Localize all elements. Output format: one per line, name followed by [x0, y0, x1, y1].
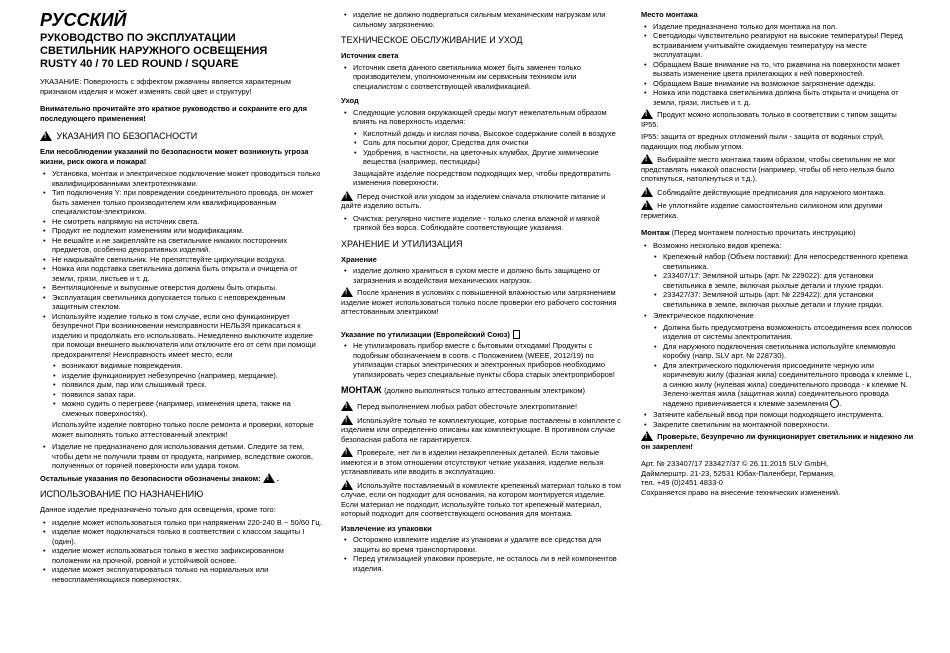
care-warning: ! Перед очисткой или уходом за изделием сначала отключите питание и дайте изделию остыть. — [341, 191, 623, 211]
warning-icon — [341, 191, 353, 201]
warning-icon — [641, 154, 653, 164]
list-item: • Осторожно извлеките изделие из упаковки и удалите все средства для защиты во время транспортировки. — [353, 535, 623, 554]
elec-sublist — [641, 323, 916, 409]
list-item: • Вентиляционные и выпускные отверстия должны быть открыты. — [52, 283, 323, 293]
list-item: • Не утилизировать прибор вместе с бытовыми отходами! Продукты с подобным обозначением в соотв. с Положением (WEEE, 2012/19) по утилизации старых электрических и электронных приборов необходимо утилизировать через специальные пункты сбора старых электроприборов! — [353, 341, 623, 379]
list-item: • можно судить о перегреве (например, изменения цвета, также на смежных поверхностях). — [62, 399, 323, 418]
list-item: • возникают видимые повреждения. — [62, 361, 323, 371]
disposal-list — [341, 341, 623, 379]
warning-icon — [40, 131, 52, 141]
list-item: • 233427/37: Земляной штырь (арт. № 229422): для установки светильника в земле, включая рыхлые детали и глухие грядки. — [663, 290, 916, 309]
care-sublist — [341, 129, 623, 167]
mount-warning: ! Используйте только те комплектующие, которые поставлены в комплекте с изделием или определенно описаны как комплектующие. В противном случае безопасная работа не гарантируется. — [341, 415, 623, 445]
usage-intro: Данное изделие предназначено только для освещения, кроме того: — [40, 505, 276, 514]
storage-list — [341, 266, 623, 285]
children-list — [40, 442, 323, 471]
list-item: • Не вешайте и не закрепляйте на светильнике никаких посторонних предметов, особенно декоративных изделий. — [52, 236, 323, 255]
list-item: • Тип подключения Y: при повреждении соединительного провода, он может быть заменен только производителем или квалифицированным специалистом-электриком. — [52, 188, 323, 217]
list-item: • Должна быть предусмотрена возможность отсоединения всех полюсов изделия от системы электропитания. — [663, 323, 916, 342]
place-warning: ! Выбирайте место монтажа таким образом, чтобы светильник не мог представлять никакой опасности (например, чтобы об него нельзя было споткнуться, натолкнуться и т.д.). — [641, 154, 916, 184]
ip-line: IP55: защита от вредных отложений пыли - защита от водяных струй, падающих под любым углом. — [641, 132, 885, 151]
list-item: • Следующие условия окружающей среды могут нежелательным образом влиять на поверхность изделия: — [353, 108, 623, 127]
list-item: • изделие может использоваться только в жестко зафиксированном положении на прочной, ровной и устойчивой основе. — [52, 546, 323, 565]
list-item: • Источник света данного светильника может быть заменен только производителем, уполномоченным им сервисным техником или специалистом с соответствующей квалификацией. — [353, 63, 623, 92]
document-title — [40, 32, 323, 71]
safety-heading: ! УКАЗАНИЯ ПО БЕЗОПАСНОСТИ — [40, 131, 323, 142]
list-item: • Изделие предназначено только для монтажа на пол. — [653, 22, 916, 32]
list-item: • Обращаем Ваше внимание на то, что ржавчина на поверхности может вызвать изменение цвета прилегающих к ней поверхностей. — [653, 60, 916, 79]
list-item: • появился дым, пар или слышимый треск. — [62, 380, 323, 390]
list-item: • Электрическое подключение — [653, 311, 916, 321]
light-source-list — [341, 63, 623, 92]
list-item: • Возможно несколько видов крепежа: — [653, 241, 916, 251]
list-item: • Перед утилизацией упаковки проверьте, не осталось ли в ней компонентов изделия. — [353, 554, 623, 573]
care-title: Уход — [341, 96, 359, 105]
warning-icon — [641, 187, 653, 197]
list-item: • изделие должно храниться в сухом месте и должно быть защищено от загрязнения и воздействия механических нагрузок. — [353, 266, 623, 285]
final-warning: ! Проверьте, безупречно ли функционирует светильник и надежно ли он закреплен! — [641, 431, 916, 451]
storage-warning: ! После хранения в условиях с повышенной влажностью или загрязнением изделие может использоваться только после проверки его рабочего состояния аттестованным электриком! — [341, 287, 623, 317]
list-item: • Не накрывайте светильник. Не препятствуйте циркуляции воздуха. — [52, 255, 323, 265]
other-safety: Остальные указания по безопасности обозначены знаком: ! . — [40, 473, 323, 484]
list-item: • Эксплуатация светильника допускается только с неповрежденным защитным стеклом. — [52, 293, 323, 312]
disposal-title: Указание по утилизации (Европейский Союз) — [341, 330, 623, 340]
unpack-list — [341, 535, 623, 573]
warning-icon — [641, 431, 653, 441]
list-item: • Удобрения, в частности, на цветочных клумбах, Другие химические вещества (например, пестициды) — [363, 148, 623, 167]
place-warning: ! Соблюдайте действующие предписания для наружного монтажа. — [641, 187, 916, 198]
usage-list-cont — [341, 10, 623, 29]
title-line: РУКОВОДСТВО ПО ЭКСПЛУАТАЦИИ — [40, 32, 236, 44]
footer-line: тел. +49 (0)2451 4833-0 — [641, 478, 723, 487]
mount-list — [641, 241, 916, 251]
read-note: Внимательно прочитайте это краткое руководство и сохраните его для последующего применения! — [40, 104, 307, 123]
list-item: • изделие не должно подвергаться сильным механическим нагрузкам или сильному загрязнению. — [353, 10, 623, 29]
footer — [641, 459, 916, 497]
place-warning: ! Не уплотняйте изделие самостоятельно силиконом или другими герметика. — [641, 200, 916, 220]
safety-intro: Ели несоблюдении указаний по безопасности может возникнуть угроза жизни, риск ожога и пожара! — [40, 147, 309, 166]
list-item: • Закрепите светильник на монтажной поверхности. — [653, 420, 916, 430]
care-after: Защищайте изделие посредством подходящих мер, чтобы предотвратить изменения поверхности. — [353, 168, 611, 187]
mount-title: Монтаж (Перед монтажем полностью прочитать инструкцию) — [641, 228, 856, 237]
warning-icon — [341, 401, 353, 411]
list-item: • изделие может подключаться только в соответствии с классом защиты I (один). — [52, 527, 323, 546]
list-item: • Не смотреть напрямую на источник света. — [52, 217, 323, 227]
column-3 — [641, 10, 916, 653]
list-item: • появился запах гари. — [62, 390, 323, 400]
warning-icon — [341, 415, 353, 425]
elec-list — [641, 311, 916, 321]
storage-heading: ХРАНЕНИЕ И УТИЛИЗАЦИЯ — [341, 238, 463, 249]
ip-warning: ! Продукт можно использовать только в соответствии с типом защиты IP55. — [641, 109, 916, 129]
language-heading: РУССКИЙ — [40, 10, 127, 30]
warning-icon — [263, 473, 275, 483]
ground-icon — [830, 399, 839, 408]
warning-icon — [341, 480, 353, 490]
list-item: • изделие функционирует небезупречно (например, мерцание). — [62, 371, 323, 381]
footer-line: Даймлерштр. 21-23, 52531 Юбах-Паленберг, Германия, — [641, 468, 836, 478]
care-list — [341, 108, 623, 127]
safety-list — [40, 169, 323, 359]
column-2 — [341, 10, 623, 653]
list-item: • Продукт не подлежит изменениям или модификациям. — [52, 226, 323, 236]
list-item: • Для электрического подключения присоедините черную или коричневую жилу (фазная жила) соединительного провода к клемме L, а синюю жилу (нулевая жила) соединительного провода - к клемме N. Зелено-желтая жила (защитная жила) соединительного провода надежно привинчивается к клемме заземления . — [663, 361, 916, 409]
list-item: • Крепежный набор (Объем поставки): Для непосредственного крепежа светильника. — [663, 252, 916, 271]
cleaning-list — [341, 214, 623, 233]
list-item: • Обращаем Ваше внимание на возможное загрязнение одежды. — [653, 79, 916, 89]
list-item: • Очистка: регулярно чистите изделие - только слегка влажной и мягкой тряпкой без ворса. Соблюдайте соответствующие указания. — [353, 214, 623, 233]
column-1 — [40, 10, 323, 653]
list-item: • изделие может эксплуатироваться только на нормальных или невоспламеняющихся поверхностях. — [52, 565, 323, 584]
warning-icon — [341, 287, 353, 297]
footer-line: Арт. № 233407/17 233427/37 © 26.11.2015 SLV GmbH, — [641, 459, 829, 468]
title-line: RUSTY 40 / 70 LED ROUND / SQUARE — [40, 58, 239, 70]
list-item: • Кислотный дождь и кислая почва, Высокое содержание солей в воздухе — [363, 129, 623, 139]
place-list — [641, 22, 916, 108]
mount-sublist — [641, 252, 916, 309]
rust-note: УКАЗАНИЕ: Поверхность с эффектом ржавчины является характерным признаком изделия и может изменять свой цвет и структуру! — [40, 77, 291, 96]
list-item: • Светодиоды чувствительно реагируют на высокие температуры! Перед встраиванием учитывайте ожидаемую температуру на месте эксплуатации. — [653, 31, 916, 60]
list-item: • Ножка или подставка светильника должна быть открыта и очищена от земли, грязи, листьев и т. д. — [52, 264, 323, 283]
place-title: Место монтажа — [641, 10, 698, 19]
warning-icon — [641, 200, 653, 210]
list-item: • Установка, монтаж и электрическое подключение может проводиться только квалифицированными электротехниками. — [52, 169, 323, 188]
mount-heading: МОНТАЖ (должно выполняться только аттестованным электриком) — [341, 385, 586, 395]
footer-line: Сохраняется право на внесение технических изменений. — [641, 487, 841, 497]
unpack-title: Извлечение из упаковки — [341, 523, 432, 533]
mount-warning: ! Перед выполнением любых работ обесточьте электропитание! — [341, 401, 623, 412]
fault-after: Используйте изделие повторно только после ремонта и проверки, которые может выполнять только аттестованный электрик! — [52, 420, 314, 439]
mount-warning: ! Проверьте, нет ли в изделии незакрепленных деталей. Если таковые имеются и в этом отношении отсутствуют четкие указания, изделие нельзя устанавливать или вводить в эксплуатацию. — [341, 447, 623, 477]
list-item: • 233407/17: Земляной штырь (арт. № 229022): для установки светильника в земле, включая рыхлые детали и глухие грядки. — [663, 271, 916, 290]
list-item: • Для наружного подключения светильника используйте клеммовую коробку (напр. SLV арт. № 228730). — [663, 342, 916, 361]
usage-heading: ИСПОЛЬЗОВАНИЕ ПО НАЗНАЧЕНИЮ — [40, 489, 204, 499]
title-line: СВЕТИЛЬНИК НАРУЖНОГО ОСВЕЩЕНИЯ — [40, 45, 268, 57]
list-item: • Ножка или подставка светильника должна быть открыта и очищена от земли, грязи, листьев и т. д. — [653, 88, 916, 107]
list-item: • Соль для посыпки дорог, Средства для очистки — [363, 138, 623, 148]
list-item: • изделие может использоваться только при напряжении 220-240 В ~ 50/60 Гц. — [52, 518, 323, 528]
mount-warning: ! Используйте поставляемый в комплекте крепежный материал только в том случае, если он подходит для основания, на котором монтируется изделие. Если материал не подходит, используйте только тот крепежный материал, который подходит для соответствующего основания для монтажа. — [341, 480, 623, 519]
final-list — [641, 410, 916, 429]
maintenance-heading: ТЕХНИЧЕСКОЕ ОБСЛУЖИВАНИЕ И УХОД — [341, 35, 523, 45]
storage-title: Хранение — [341, 254, 377, 264]
list-item: • Изделие не предназначено для использования детьми. Следите за тем, чтобы дети не получили травм от продукта, например, вследствие ожогов, полученных от горячей поверхности или удара током. — [52, 442, 323, 471]
fault-list — [40, 361, 323, 418]
warning-icon — [341, 447, 353, 457]
crossed-bin-icon — [513, 330, 520, 339]
light-source-title: Источник света — [341, 51, 399, 60]
list-item: • Затяните кабельный ввод при помощи подходящего инструмента. — [653, 410, 916, 420]
list-item: • Используйте изделие только в том случае, если оно функционирует безупречно! При возникновении неисправности НЕЛЬЗЯ прикасаться к изделию и продолжать его использовать. Немедленно выключите изделие при помощи внешнего выключателя или отключите его от сети при помощи предохранителя! Неисправность имеет место, если — [52, 312, 323, 360]
warning-icon — [641, 109, 653, 119]
usage-list — [40, 518, 323, 585]
